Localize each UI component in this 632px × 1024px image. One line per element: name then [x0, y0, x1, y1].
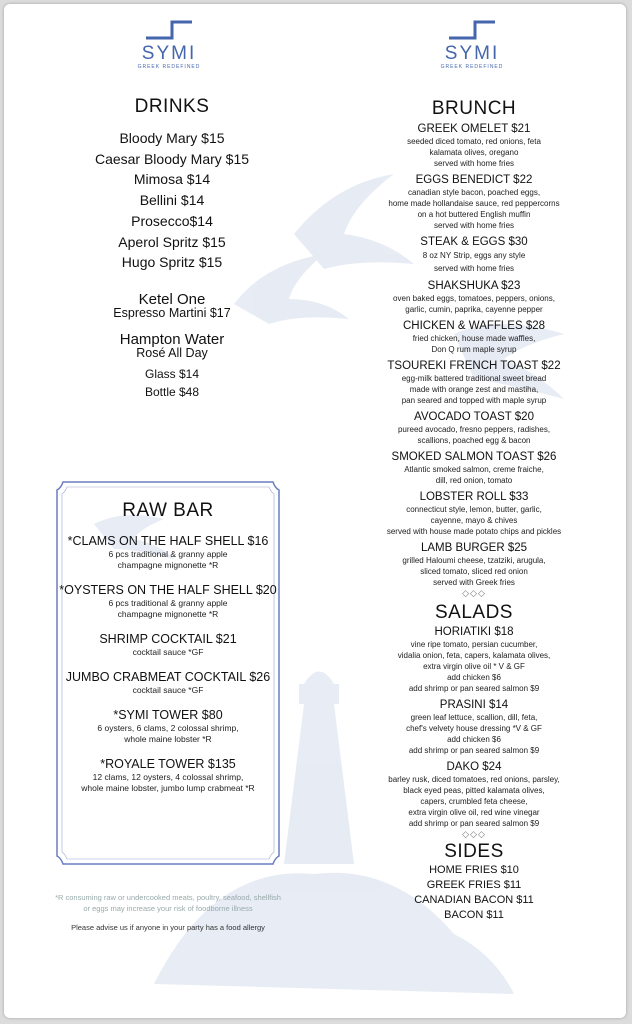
diamond-divider-icon: ◇◇◇: [462, 829, 486, 839]
raw-bar-item-desc: cocktail sauce *GF: [132, 647, 204, 657]
brunch-item-desc: served with home fries: [433, 221, 515, 230]
drink-item: Prosecco$14: [131, 212, 213, 229]
side-item: HOME FRIES $10: [429, 864, 519, 876]
raw-bar-item-name: *ROYALE TOWER $135: [100, 757, 236, 771]
raw-bar-item-desc: 6 pcs traditional & granny apple: [108, 598, 228, 608]
logo-name: SYMI: [141, 43, 197, 64]
menu-page: [4, 4, 626, 1018]
side-item: CANADIAN BACON $11: [414, 894, 534, 906]
side-item: GREEK FRIES $11: [426, 879, 522, 891]
raw-bar-item-desc: 12 clams, 12 oysters, 4 colossal shrimp,: [92, 772, 244, 782]
brunch-item-desc: pan seared and topped with maple syrup: [401, 396, 547, 405]
brunch-item: [366, 410, 582, 446]
drinks-heading: DRINKS: [134, 96, 210, 117]
salad-item-desc: add shrimp or pan seared salmon $9: [408, 684, 540, 693]
salad-item-desc: add chicken $6: [447, 735, 501, 744]
raw-bar-item: [56, 583, 280, 620]
brunch-item-desc: oven baked eggs, tomatoes, peppers, onions,: [393, 294, 555, 303]
brunch-item-desc: canadian style bacon, poached eggs,: [407, 188, 541, 197]
brunch-heading: BRUNCH: [431, 98, 517, 119]
raw-bar-item-desc: 6 oysters, 6 clams, 2 colossal shrimp,: [97, 723, 239, 733]
salad-item-desc: add chicken $6: [447, 673, 501, 682]
salad-item-desc: green leaf lettuce, scallion, dill, feta,: [410, 713, 538, 722]
sides-heading: SIDES: [444, 841, 504, 862]
salads-heading: SALADS: [435, 602, 513, 623]
brunch-item: [366, 359, 582, 406]
raw-bar-item-name: *SYMI TOWER $80: [113, 708, 223, 722]
brunch-item: [366, 490, 582, 537]
brunch-item-name: SMOKED SALMON TOAST $26: [391, 451, 557, 463]
raw-bar-item-desc: whole maine lobster *R: [124, 734, 212, 744]
drink-item: Bellini $14: [139, 192, 205, 209]
raw-bar-item-name: SHRIMP COCKTAIL $21: [99, 632, 237, 646]
brunch-item-desc: connecticut style, lemon, butter, garlic,: [406, 505, 542, 514]
brunch-item-desc: grilled Haloumi cheese, tzatziki, arugula,: [402, 556, 546, 565]
salad-item: [366, 698, 582, 756]
hampton-subtitle: Rosé All Day: [136, 345, 208, 360]
brunch-item-desc: 8 oz NY Strip, eggs any style: [422, 251, 526, 260]
brunch-item-desc: served with Greek fries: [433, 578, 515, 587]
raw-bar-item-name: JUMBO CRABMEAT COCKTAIL $26: [65, 670, 271, 684]
logo-name: SYMI: [444, 43, 500, 64]
logo-right: [427, 18, 517, 70]
ketel-title: Ketel One: [138, 290, 206, 308]
salad-item-desc: chef's velvety house dressing *V & GF: [406, 724, 542, 733]
drink-item: Mimosa $14: [133, 171, 211, 188]
brunch-item-desc: garlic, cumin, paprika, cayenne pepper: [405, 305, 543, 314]
brunch-item-desc: pureed avocado, fresno peppers, radishes,: [397, 425, 551, 434]
salad-item-desc: barley rusk, diced tomatoes, red onions, parsley,: [388, 775, 560, 784]
hampton-title: Hampton Water: [119, 330, 225, 348]
drink-item: Aperol Spritz $15: [118, 233, 226, 250]
hampton-glass: Glass $14: [144, 366, 200, 381]
salad-item-name: HORIATIKI $18: [434, 626, 514, 638]
brunch-item-name: SHAKSHUKA $23: [427, 280, 521, 292]
ketel-item: Espresso Martini $17: [113, 305, 231, 320]
brunch-item: [366, 450, 582, 486]
brunch-item-name: AVOCADO TOAST $20: [414, 411, 534, 423]
salad-item-name: DAKO $24: [446, 761, 502, 773]
brunch-item: [366, 122, 582, 169]
raw-bar-item-desc: champagne mignonette *R: [117, 609, 219, 619]
diamond-divider-icon: ◇◇◇: [462, 588, 486, 598]
allergy-note: Please advise us if anyone in your party has a food allergy: [71, 923, 265, 932]
salad-item-desc: capers, crumbled feta cheese,: [420, 797, 528, 806]
brunch-item-desc: home made hollandaise sauce, red peppercorns: [388, 199, 560, 208]
raw-bar-item: [56, 670, 280, 696]
brunch-section: [366, 98, 582, 923]
lighthouse-icon: [284, 672, 354, 865]
salad-item-desc: black eyed peas, pitted kalamata olives,: [403, 786, 545, 795]
raw-bar-heading: RAW BAR: [122, 500, 214, 521]
raw-consumption-note: *R consuming raw or undercooked meats, poultry, seafood, shellfish or eggs may increase your risk of foodborne illness: [55, 893, 281, 913]
raw-bar-item: [56, 708, 280, 745]
raw-bar-item-desc: cocktail sauce *GF: [132, 685, 204, 695]
brunch-item-desc: Don Q rum maple syrup: [431, 345, 517, 354]
salad-item-desc: extra virgin olive oil, red wine vinegar: [408, 808, 540, 817]
brunch-item-desc: kalamata olives, oregano: [429, 148, 519, 157]
brunch-item-desc: served with home fries: [433, 264, 515, 273]
brunch-item-desc: served with home fries: [433, 159, 515, 168]
drinks-section: [62, 96, 282, 401]
salad-item-desc: add shrimp or pan seared salmon $9: [408, 746, 540, 755]
brunch-item-desc: scallions, poached egg & bacon: [417, 436, 531, 445]
brunch-item-desc: dill, red onion, tomato: [435, 476, 513, 485]
salad-item-name: PRASINI $14: [439, 699, 509, 711]
raw-bar-item: [56, 534, 280, 571]
logo-mark-icon: [447, 18, 497, 40]
brunch-item-name: GREEK OMELET $21: [417, 123, 531, 135]
raw-bar-section: [56, 500, 280, 794]
drink-item: Bloody Mary $15: [119, 130, 225, 146]
brunch-item-name: CHICKEN & WAFFLES $28: [402, 320, 546, 332]
raw-bar-item-desc: champagne mignonette *R: [117, 560, 219, 570]
salad-item-desc: vidalia onion, feta, capers, kalamata olives,: [397, 651, 551, 660]
brunch-item-desc: served with house made potato chips and pickles: [386, 527, 562, 536]
raw-bar-item-name: *CLAMS ON THE HALF SHELL $16: [67, 534, 269, 548]
salad-item: [366, 625, 582, 694]
brunch-item-desc: cayenne, mayo & chives: [430, 516, 518, 525]
brunch-item-desc: Atlantic smoked salmon, creme fraiche,: [404, 465, 544, 474]
brunch-item: [366, 319, 582, 355]
brunch-item-desc: fried chicken, house made waffles,: [412, 334, 536, 343]
logo-mark-icon: [144, 18, 194, 40]
side-item: BACON $11: [444, 909, 504, 921]
brunch-item-name: STEAK & EGGS $30: [420, 236, 528, 248]
brunch-item-desc: sliced tomato, sliced red onion: [420, 567, 528, 576]
logo-tagline: GREEK REDEFINED: [137, 64, 201, 70]
logo-tagline: GREEK REDEFINED: [440, 64, 504, 70]
raw-bar-item-desc: whole maine lobster, jumbo lump crabmeat *R: [81, 783, 255, 793]
brunch-item-name: EGGS BENEDICT $22: [415, 174, 533, 186]
brunch-item: [366, 173, 582, 231]
brunch-item-desc: seeded diced tomato, red onions, feta: [407, 137, 541, 146]
hampton-bottle: Bottle $48: [144, 384, 200, 399]
brunch-item: [366, 235, 582, 275]
drink-item: Hugo Spritz $15: [121, 254, 223, 271]
salad-item-desc: vine ripe tomato, persian cucumber,: [410, 640, 538, 649]
raw-bar-item-name: *OYSTERS ON THE HALF SHELL $20: [59, 583, 277, 597]
salad-item-desc: extra virgin olive oil * V & GF: [423, 662, 525, 671]
raw-bar-item: [56, 757, 280, 794]
raw-bar-item-desc: 6 pcs traditional & granny apple: [108, 549, 228, 559]
brunch-item: [366, 279, 582, 315]
brunch-item-desc: made with orange zest and mastiha,: [409, 385, 539, 394]
brunch-item: [366, 541, 582, 588]
brunch-item-desc: egg-milk battered traditional sweet bread: [401, 374, 547, 383]
brunch-item-name: LOBSTER ROLL $33: [419, 491, 529, 503]
brunch-item-name: LAMB BURGER $25: [420, 542, 528, 554]
brunch-item-desc: on a hot buttered English muffin: [417, 210, 531, 219]
drink-item: Caesar Bloody Mary $15: [94, 150, 250, 167]
salad-item-desc: add shrimp or pan seared salmon $9: [408, 819, 540, 828]
raw-bar-item: [56, 632, 280, 658]
salad-item: [366, 760, 582, 829]
logo-left: [124, 18, 214, 70]
brunch-item-name: TSOUREKI FRENCH TOAST $22: [387, 360, 561, 372]
